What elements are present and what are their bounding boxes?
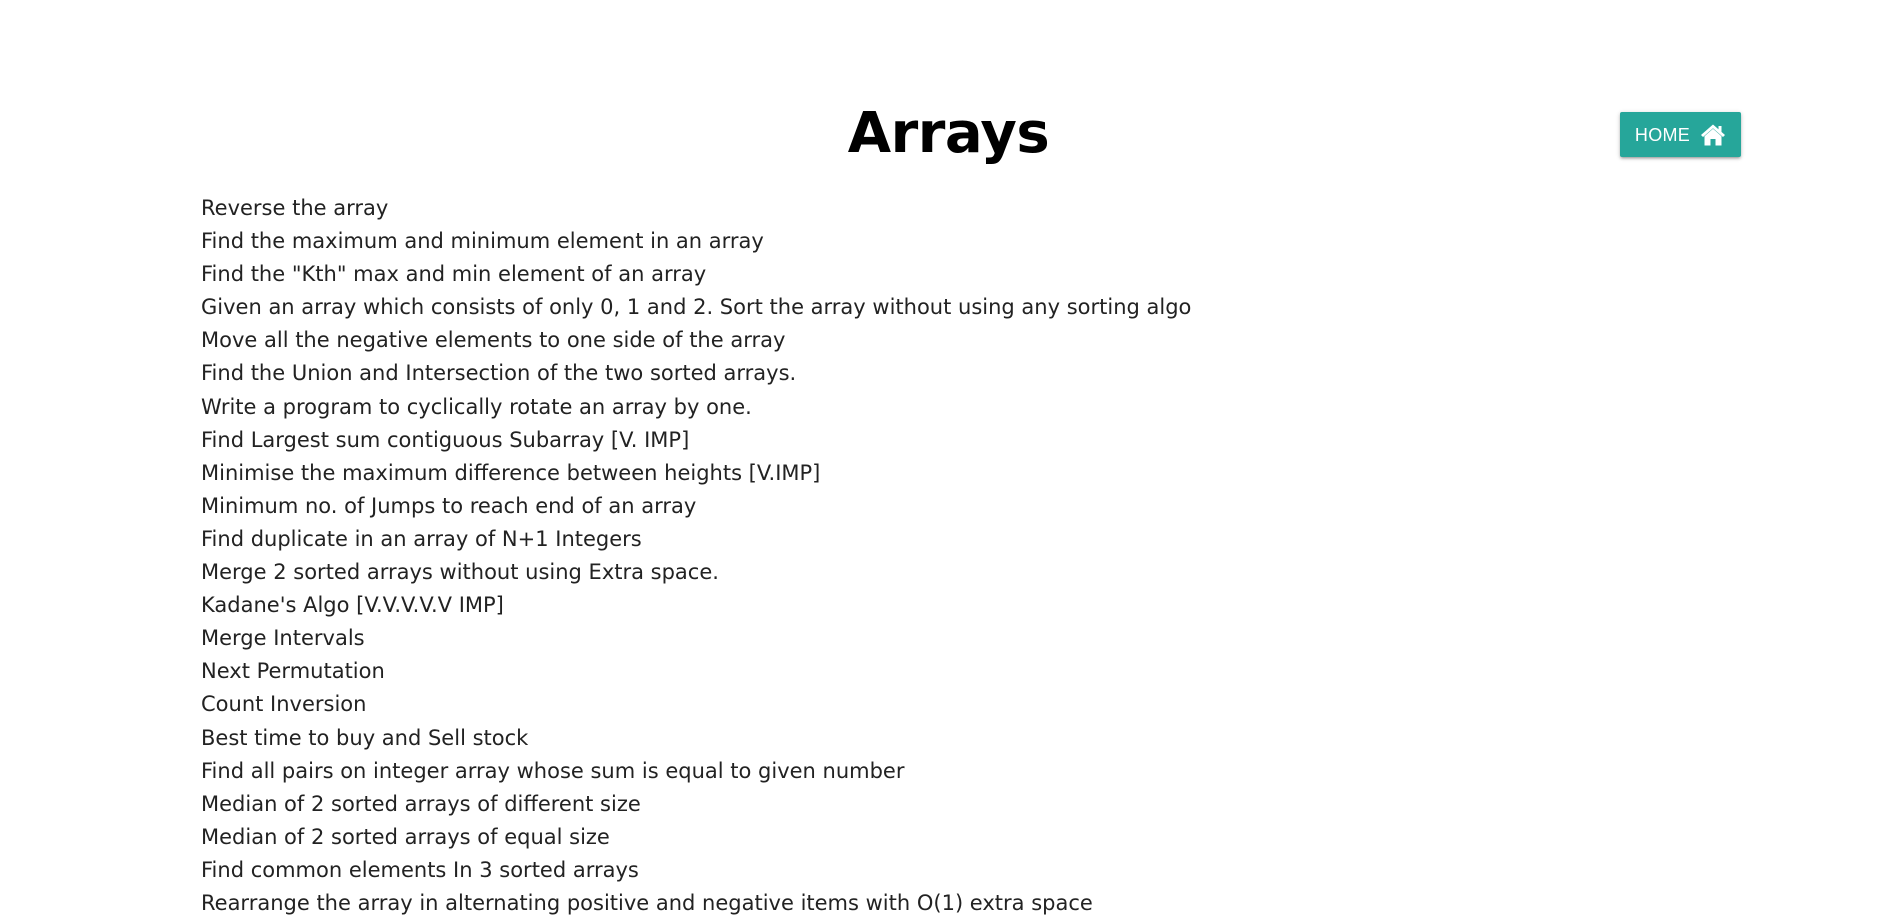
problem-item[interactable]: Find duplicate in an array of N+1 Integers <box>201 526 642 551</box>
problem-item[interactable]: Given an array which consists of only 0, 1 and 2. Sort the array without using any sorting algo <box>201 295 1192 320</box>
problem-list <box>201 192 1191 920</box>
home-button[interactable] <box>1620 112 1741 157</box>
home-icon <box>1700 123 1726 147</box>
problem-item[interactable]: Find the Union and Intersection of the two sorted arrays. <box>201 361 797 386</box>
problem-item[interactable]: Write a program to cyclically rotate an array by one. <box>201 394 752 419</box>
problem-item[interactable]: Merge Intervals <box>201 626 365 651</box>
problem-item[interactable]: Next Permutation <box>201 659 385 684</box>
problem-item[interactable]: Kadane's Algo [V.V.V.V.V IMP] <box>201 593 504 618</box>
problem-item[interactable]: Median of 2 sorted arrays of equal size <box>201 824 610 849</box>
problem-item[interactable]: Find the "Kth" max and min element of an array <box>201 262 707 287</box>
problem-item[interactable]: Rearrange the array in alternating positive and negative items with O(1) extra space <box>201 890 1093 915</box>
problem-item[interactable]: Minimise the maximum difference between heights [V.IMP] <box>201 460 821 485</box>
page-title: Arrays <box>847 101 1050 166</box>
problem-item[interactable]: Best time to buy and Sell stock <box>201 725 529 750</box>
problem-item[interactable]: Reverse the array <box>201 196 389 220</box>
problem-item[interactable]: Find all pairs on integer array whose sum is equal to given number <box>201 758 905 783</box>
problem-item[interactable]: Find the maximum and minimum element in an array <box>201 229 764 254</box>
problem-item[interactable]: Merge 2 sorted arrays without using Extra space. <box>201 560 719 585</box>
problem-item[interactable]: Count Inversion <box>201 692 367 717</box>
problem-item[interactable]: Find Largest sum contiguous Subarray [V. IMP] <box>201 427 690 452</box>
home-button-label: HOME <box>1634 124 1691 145</box>
problem-item[interactable]: Move all the negative elements to one side of the array <box>201 328 786 353</box>
problem-item[interactable]: Median of 2 sorted arrays of different size <box>201 791 641 816</box>
problem-item[interactable]: Find common elements In 3 sorted arrays <box>201 857 639 882</box>
problem-item[interactable]: Minimum no. of Jumps to reach end of an array <box>201 493 697 518</box>
